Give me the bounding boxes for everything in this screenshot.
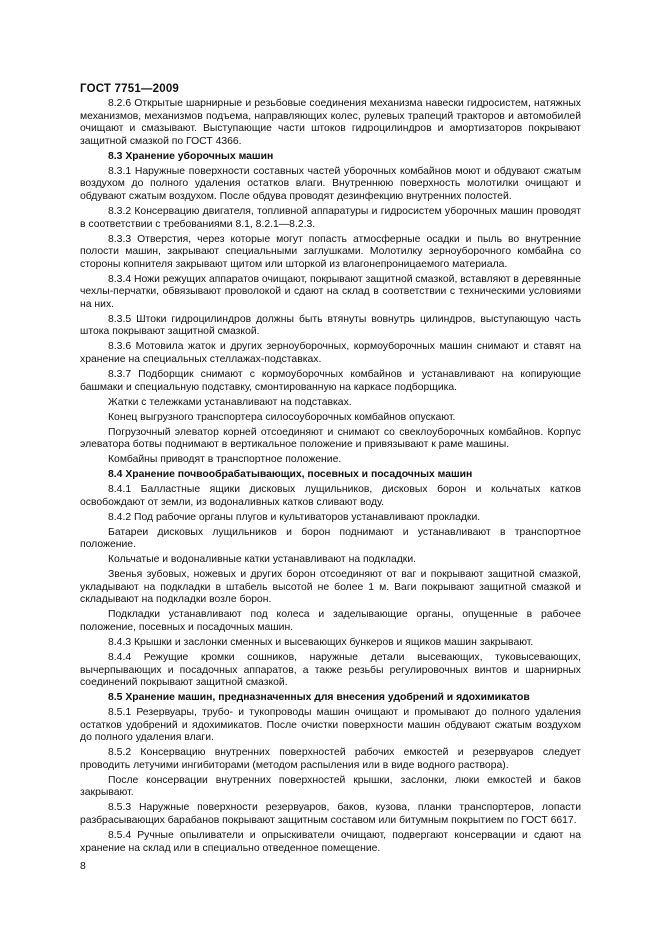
paragraph: 8.5.1 Резервуары, трубо- и тукопроводы машин очищают и промывают до полного удаления остатков удобрений и ядохимикатов. После очистки поверхности машин обдувают сжатым воздухом до полного удаления влаги. (80, 707, 581, 744)
document-page (80, 82, 581, 874)
paragraph: Батареи дисковых лущильников и борон поднимают и устанавливают в транспортное положение. (80, 526, 581, 551)
document-body (80, 98, 581, 855)
paragraph: 8.5.4 Ручные опыливатели и опрыскиватели очищают, подвергают консервации и сдают на хранение на склад или в специально отведенное помещение. (80, 830, 581, 854)
paragraph: 8.3.2 Консервацию двигателя, топливной аппаратуры и гидросистем уборочных машин проводят в соответствии с требованиями 8.1, 8.2.1—8.2.3. (80, 205, 581, 230)
paragraph: 8.3.6 Мотовила жаток и других зерноуборочных, кормоуборочных машин снимают и ставят на хранение на специальных стеллажах-подставках. (80, 341, 581, 366)
paragraph: 8.3.4 Ножи режущих аппаратов очищают, покрывают защитной смазкой, вставляют в деревянные чехлы-перчатки, обвязывают проволокой и сдают на склад в соответствии с техническими условиями на них. (80, 273, 581, 310)
paragraph: Подкладки устанавливают под колеса и заделывающие органы, опущенные в рабочее положение, посевных и посадочных машин. (80, 609, 581, 633)
paragraph: 8.4.3 Крышки и заслонки сменных и высевающих бункеров и ящиков машин закрывают. (108, 636, 534, 648)
paragraph: 8.3.5 Штоки гидроцилиндров должны быть втянуты вовнутрь цилиндров, выступающую часть штока покрывают защитной смазкой. (80, 313, 581, 338)
paragraph: Конец выгрузного транспортера силосоуборочных комбайнов опускают. (108, 411, 456, 423)
paragraph: 8.4.2 Под рабочие органы плугов и культиваторов устанавливают прокладки. (108, 511, 481, 523)
paragraph: 8.3.7 Подборщик снимают с кормоуборочных комбайнов и устанавливают на копирующие башмаки и специальную подставку, смонтированную на каркасе подборщика. (80, 369, 581, 393)
paragraph: 8.5.2 Консервацию внутренних поверхностей рабочих емкостей и резервуаров следует проводить летучими ингибиторами (методом распыления или в виде водного раствора). (80, 747, 581, 771)
paragraph: 8.5.3 Наружные поверхности резервуаров, баков, кузова, планки транспортеров, лопасти разбрасывающих барабанов покрывают защитным составом или битумным покрытием по ГОСТ 6617. (80, 802, 581, 827)
section-heading: 8.3 Хранение уборочных машин (108, 150, 274, 162)
section-heading: 8.5 Хранение машин, предназначенных для внесения удобрений и ядохимикатов (108, 692, 530, 704)
paragraph: Комбайны приводят в транспортное положение. (108, 454, 342, 466)
document-header: ГОСТ 7751—2009 (80, 83, 180, 95)
paragraph: Кольчатые и водоналивные катки устанавливают на подкладки. (108, 554, 417, 566)
paragraph: Звенья зубовых, ножевых и других борон отсоединяют от ваг и покрывают защитной смазкой, укладывают на подкладки в штабель высотой не более 1 м. Ваги покрывают защитной смазкой и складывают на подкладки возле борон. (80, 569, 581, 606)
paragraph: 8.3.3 Отверстия, через которые могут попасть атмосферные осадки и пыль во внутренние полости машин, закрывают специальными заглушками. Молотилку зерноуборочного комбайна со стороны копнителя закрывают щитом или шторкой из влагонепроницаемого материала. (80, 233, 581, 270)
paragraph: 8.4.4 Режущие кромки сошников, наружные детали высевающих, туковысевающих, вычерпывающих и посадочных аппаратов, а также резьбы регулировочных винтов и шарнирных соединений покрывают защитной смазкой. (80, 651, 581, 689)
paragraph: 8.2.6 Открытые шарнирные и резьбовые соединения механизма навески гидросистем, натяжных механизмов, механизмов подъема, направляющих колес, рулевых трапеций тракторов и автомобилей очищают и смазывают. Выступающие части штоков гидроцилиндров и амортизаторов покрывают защитной смазкой по ГОСТ 4366. (80, 98, 581, 147)
section-heading: 8.4 Хранение почвообрабатывающих, посевных и посадочных машин (108, 469, 473, 481)
paragraph: 8.3.1 Наружные поверхности составных частей уборочных комбайнов моют и обдувают сжатым воздухом до полного удаления остатков влаги. Внутреннюю поверхность молотилки очищают и обдувают сжатым воздухом. После обдува проводят дезинфекцию внутренних полостей. (80, 165, 581, 202)
paragraph: Погрузочный элеватор корней отсоединяют и снимают со свеклоуборочных комбайнов. Корпус элеватора ботвы поднимают в вертикальное положение и привязывают к раме машины. (80, 426, 581, 451)
paragraph: Жатки с тележками устанавливают на подставках. (108, 396, 352, 408)
paragraph: После консервации внутренних поверхностей крышки, заслонки, люки емкостей и баков закрывают. (80, 774, 581, 799)
paragraph: 8.4.1 Балластные ящики дисковых лущильников, дисковых борон и кольчатых катков освобождают от земли, из водоналивных катков сливают воду. (80, 484, 581, 508)
page-number: 8 (80, 861, 86, 873)
